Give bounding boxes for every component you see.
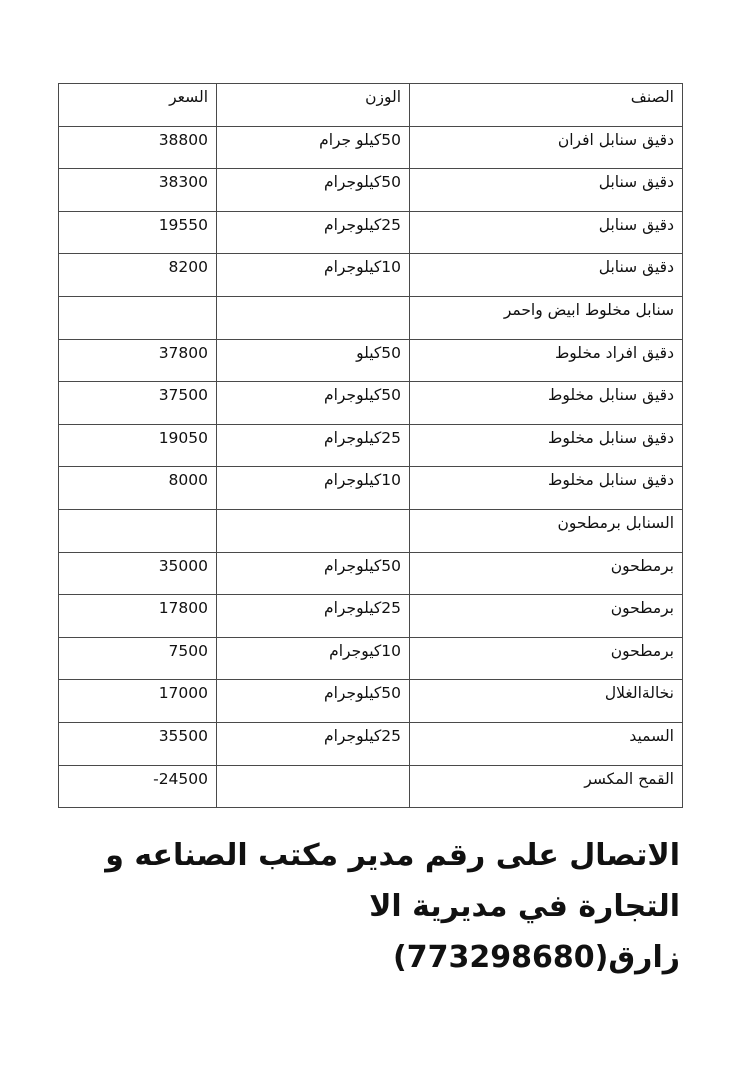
price-cell: 19550 bbox=[59, 211, 217, 254]
table-row bbox=[59, 169, 683, 212]
price-cell: 17800 bbox=[59, 595, 217, 638]
table-header-row bbox=[59, 84, 683, 127]
price-cell: 19050 bbox=[59, 424, 217, 467]
item-cell: برمطحون bbox=[410, 552, 683, 595]
table-row bbox=[59, 254, 683, 297]
price-cell: 8200 bbox=[59, 254, 217, 297]
weight-cell: 25كيلوجرام bbox=[217, 722, 410, 765]
contact-line-2: التجارة في مديرية الا bbox=[369, 889, 680, 924]
weight-cell bbox=[217, 765, 410, 808]
table-row bbox=[59, 680, 683, 723]
weight-cell: 25كيلوجرام bbox=[217, 595, 410, 638]
price-cell bbox=[59, 509, 217, 552]
table-row bbox=[59, 296, 683, 339]
price-cell: 17000 bbox=[59, 680, 217, 723]
item-cell: سنابل مخلوط ابيض واحمر bbox=[410, 296, 683, 339]
item-cell: السنابل برمطحون bbox=[410, 509, 683, 552]
price-cell: 37800 bbox=[59, 339, 217, 382]
item-cell: دقيق سنابل افران bbox=[410, 126, 683, 169]
table-row bbox=[59, 467, 683, 510]
item-cell: دقيق سنابل bbox=[410, 169, 683, 212]
item-cell: دقيق سنابل مخلوط bbox=[410, 424, 683, 467]
table-row bbox=[59, 765, 683, 808]
table-row bbox=[59, 509, 683, 552]
weight-cell: 50كيلوجرام bbox=[217, 680, 410, 723]
table-row bbox=[59, 211, 683, 254]
weight-cell: 25كيلوجرام bbox=[217, 424, 410, 467]
table-row bbox=[59, 339, 683, 382]
weight-cell: 50كيلو bbox=[217, 339, 410, 382]
price-cell: 7500 bbox=[59, 637, 217, 680]
item-cell: برمطحون bbox=[410, 637, 683, 680]
price-cell: 35500 bbox=[59, 722, 217, 765]
item-cell: دقيق افراد مخلوط bbox=[410, 339, 683, 382]
table-row bbox=[59, 637, 683, 680]
weight-cell bbox=[217, 509, 410, 552]
contact-line-3: زارق(773298680) bbox=[393, 940, 680, 975]
header-item: الصنف bbox=[410, 84, 683, 127]
item-cell: السميد bbox=[410, 722, 683, 765]
price-cell: 38800 bbox=[59, 126, 217, 169]
price-table bbox=[58, 83, 683, 808]
price-cell bbox=[59, 296, 217, 339]
price-cell: 8000 bbox=[59, 467, 217, 510]
item-cell: القمح المكسر bbox=[410, 765, 683, 808]
item-cell: نخالةالغلال bbox=[410, 680, 683, 723]
table-row bbox=[59, 552, 683, 595]
header-price: السعر bbox=[59, 84, 217, 127]
weight-cell: 25كيلوجرام bbox=[217, 211, 410, 254]
price-cell: 38300 bbox=[59, 169, 217, 212]
table-row bbox=[59, 595, 683, 638]
item-cell: دقيق سنابل bbox=[410, 211, 683, 254]
contact-note bbox=[60, 830, 680, 983]
table-row bbox=[59, 722, 683, 765]
table-row bbox=[59, 424, 683, 467]
item-cell: دقيق سنابل bbox=[410, 254, 683, 297]
weight-cell: 50كيلو جرام bbox=[217, 126, 410, 169]
item-cell: دقيق سنابل مخلوط bbox=[410, 467, 683, 510]
weight-cell: 50كيلوجرام bbox=[217, 382, 410, 425]
contact-line-1: الاتصال على رقم مدير مكتب الصناعه و bbox=[105, 838, 680, 873]
price-cell: 35000 bbox=[59, 552, 217, 595]
weight-cell: 10كيلوجرام bbox=[217, 467, 410, 510]
weight-cell: 10كيلوجرام bbox=[217, 254, 410, 297]
weight-cell: 50كيلوجرام bbox=[217, 169, 410, 212]
weight-cell: 50كيلوجرام bbox=[217, 552, 410, 595]
weight-cell bbox=[217, 296, 410, 339]
table-row bbox=[59, 382, 683, 425]
weight-cell: 10كيوجرام bbox=[217, 637, 410, 680]
price-cell: 37500 bbox=[59, 382, 217, 425]
item-cell: دقيق سنابل مخلوط bbox=[410, 382, 683, 425]
table-row bbox=[59, 126, 683, 169]
price-cell: 24500- bbox=[59, 765, 217, 808]
header-weight: الوزن bbox=[217, 84, 410, 127]
item-cell: برمطحون bbox=[410, 595, 683, 638]
